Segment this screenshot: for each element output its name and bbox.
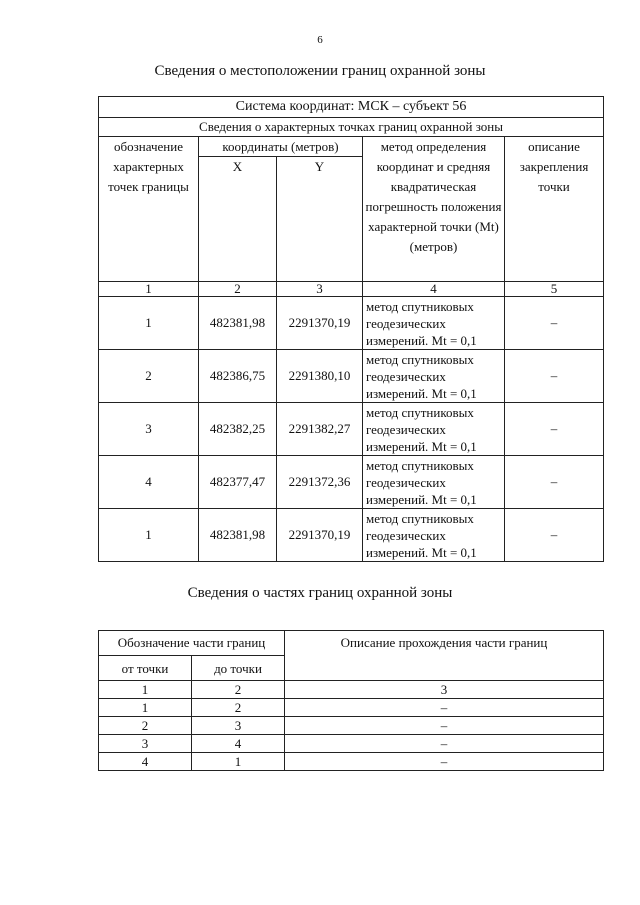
header-part-description: Описание прохождения части границ: [285, 631, 604, 681]
coordinate-system: Система координат: МСК – субъект 56: [99, 97, 604, 118]
column-number: 3: [277, 282, 363, 297]
header-part-designation: Обозначение части границ: [99, 631, 285, 656]
table-row: [99, 403, 604, 456]
header-from-point: от точки: [99, 656, 192, 681]
method-text: метод спутниковых геодезических измерений. Mt = 0,1: [363, 509, 505, 562]
point-id: 3: [99, 403, 199, 456]
header-coordinates: координаты (метров): [199, 137, 363, 157]
table-subtitle: Сведения о характерных точках границ охранной зоны: [99, 118, 604, 137]
to-point: 4: [192, 735, 285, 753]
coord-y: 2291370,19: [277, 509, 363, 562]
header-point-description: описание закрепления точки: [505, 137, 604, 282]
parts-table: [98, 630, 604, 771]
to-point: 3: [192, 717, 285, 735]
column-number: 2: [199, 282, 277, 297]
from-point: 4: [99, 753, 192, 771]
table-row: [99, 350, 604, 403]
method-text: метод спутниковых геодезических измерений. Mt = 0,1: [363, 297, 505, 350]
table-row: [99, 735, 604, 753]
part-description: –: [285, 735, 604, 753]
column-number: 2: [192, 681, 285, 699]
point-description: –: [505, 456, 604, 509]
points-table: [98, 96, 604, 562]
coord-x: 482386,75: [199, 350, 277, 403]
table-row: [99, 297, 604, 350]
coord-x: 482381,98: [199, 297, 277, 350]
table-row: [99, 509, 604, 562]
coord-x: 482382,25: [199, 403, 277, 456]
coord-y: 2291370,19: [277, 297, 363, 350]
header-to-point: до точки: [192, 656, 285, 681]
coord-y: 2291380,10: [277, 350, 363, 403]
from-point: 3: [99, 735, 192, 753]
point-id: 1: [99, 509, 199, 562]
coord-y: 2291382,27: [277, 403, 363, 456]
from-point: 2: [99, 717, 192, 735]
header-point-designation: обозначение характерных точек границы: [99, 137, 199, 282]
to-point: 1: [192, 753, 285, 771]
section-title-location: Сведения о местоположении границ охранной зоны: [154, 63, 486, 79]
column-number-row: [99, 282, 604, 297]
point-description: –: [505, 297, 604, 350]
column-number-row: [99, 681, 604, 699]
header-method: метод определения координат и средняя квадратическая погрешность положения характерной точки (Mt) (метров): [363, 137, 505, 282]
header-y: Y: [277, 157, 363, 282]
method-text: метод спутниковых геодезических измерений. Mt = 0,1: [363, 456, 505, 509]
point-description: –: [505, 403, 604, 456]
table-row: [99, 699, 604, 717]
table-row: [99, 717, 604, 735]
column-number: 1: [99, 282, 199, 297]
point-id: 1: [99, 297, 199, 350]
point-description: –: [505, 350, 604, 403]
point-id: 4: [99, 456, 199, 509]
coord-x: 482381,98: [199, 509, 277, 562]
method-text: метод спутниковых геодезических измерений. Mt = 0,1: [363, 350, 505, 403]
column-number: 1: [99, 681, 192, 699]
part-description: –: [285, 717, 604, 735]
part-description: –: [285, 699, 604, 717]
from-point: 1: [99, 699, 192, 717]
part-description: –: [285, 753, 604, 771]
point-description: –: [505, 509, 604, 562]
column-number: 3: [285, 681, 604, 699]
to-point: 2: [192, 699, 285, 717]
column-number: 4: [363, 282, 505, 297]
column-number: 5: [505, 282, 604, 297]
header-x: X: [199, 157, 277, 282]
coord-y: 2291372,36: [277, 456, 363, 509]
page-number: 6: [317, 34, 323, 46]
section-title-parts: Сведения о частях границ охранной зоны: [187, 585, 453, 601]
point-id: 2: [99, 350, 199, 403]
coord-x: 482377,47: [199, 456, 277, 509]
table-row: [99, 456, 604, 509]
table-row: [99, 753, 604, 771]
method-text: метод спутниковых геодезических измерений. Mt = 0,1: [363, 403, 505, 456]
